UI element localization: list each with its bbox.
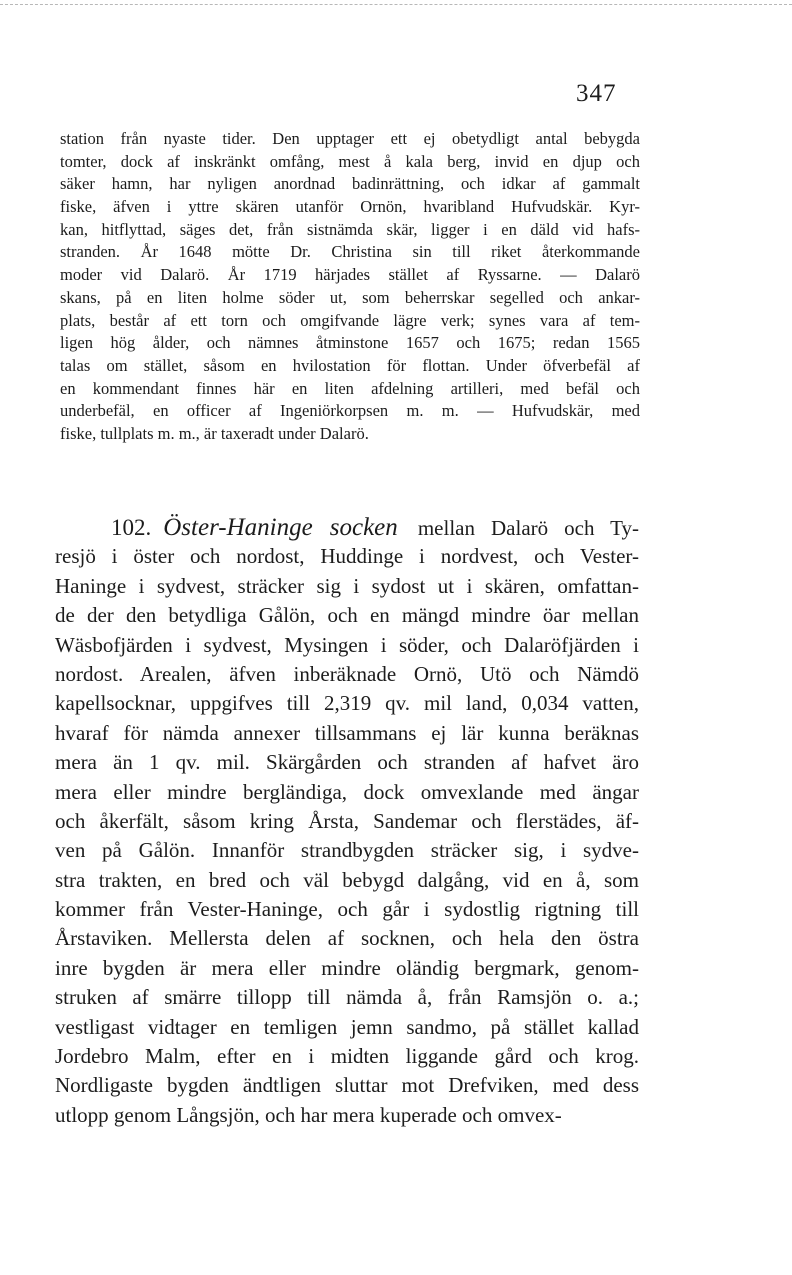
text-line: kan, hitflyttad, säges det, från sistnämda skär, ligger i en däld vid hafs- (60, 219, 640, 239)
text-line: ven på Gålön. Innanför strandbygden sträcker sig, i sydve- (55, 838, 639, 863)
text-line: Haninge i sydvest, sträcker sig i sydost ut i skären, omfattan- (55, 573, 639, 598)
heading-line-text: mellan Dalarö och Ty- (417, 516, 639, 540)
section-heading-line (55, 513, 639, 542)
page-number: 347 (576, 80, 617, 107)
text-line: plats, består af ett torn och omgifvande lägre verk; synes vara af tem- (60, 310, 640, 330)
text-line: Jordebro Malm, efter en i midten liggande gård och krog. (55, 1044, 639, 1069)
text-line: Nordligaste bygden ändtligen sluttar mot Drefviken, med dess (55, 1073, 639, 1098)
text-line: stranden. År 1648 mötte Dr. Christina sin till riket återkommande (60, 242, 640, 262)
text-line: underbefäl, en officer af Ingeniörkorpsen m. m. — Hufvudskär, med (60, 401, 640, 421)
text-line: mera än 1 qv. mil. Skärgården och stranden af hafvet äro (55, 750, 639, 775)
text-line: nordost. Arealen, äfven inberäknade Ornö, Utö och Nämdö (55, 661, 639, 686)
text-line: kapellsocknar, uppgifves till 2,319 qv. mil land, 0,034 vatten, (55, 691, 639, 716)
text-line: Årstaviken. Mellersta delen af socknen, och hela den östra (55, 926, 639, 951)
text-line: fiske, tullplats m. m., är taxeradt under Dalarö. (60, 423, 369, 443)
text-line: fiske, äfven i yttre skären utanför Ornön, hvaribland Hufvudskär. Kyr- (60, 197, 640, 217)
text-line: en kommendant finnes här en liten afdelning artilleri, med befäl och (60, 378, 640, 398)
text-line: ligen hög ålder, och nämnes åtminstone 1657 och 1675; redan 1565 (60, 333, 640, 353)
text-line: vestligast vidtager en temligen jemn sandmo, på stället kallad (55, 1014, 639, 1039)
text-line: station från nyaste tider. Den upptager ett ej obetydligt antal bebygda (60, 129, 640, 148)
text-line: struken af smärre tillopp till nämda å, från Ramsjön o. a.; (55, 985, 639, 1010)
text-line: talas om stället, såsom en hvilostation för flottan. Under öfverbefäl af (60, 355, 640, 375)
text-line: och åkerfält, såsom kring Årsta, Sandemar och flerstädes, äf- (55, 808, 639, 833)
page-top-edge (0, 4, 792, 7)
text-line: kommer från Vester-Haninge, och går i sydostlig rigtning till (55, 897, 639, 922)
text-line: de der den betydliga Gålön, och en mängd mindre öar mellan (55, 603, 639, 628)
section-number: 102. (111, 515, 152, 540)
text-line: inre bygden är mera eller mindre oländig bergmark, genom- (55, 955, 639, 980)
text-line: resjö i öster och nordost, Huddinge i nordvest, och Vester- (55, 544, 639, 569)
text-line: utlopp genom Långsjön, och har mera kuperade och omvex- (55, 1102, 562, 1127)
text-line: skans, på en liten holme söder ut, som beherrskar segelled och ankar- (60, 287, 640, 307)
parish-title: Öster-Haninge socken (163, 514, 398, 541)
text-line: hvaraf för nämda annexer tillsammans ej lär kunna beräknas (55, 720, 639, 745)
text-line: mera eller mindre bergländiga, dock omvexlande med ängar (55, 779, 639, 804)
text-line: stra trakten, en bred och väl bebygd dalgång, vid en å, som (55, 867, 639, 892)
text-line: Wäsbofjärden i sydvest, Mysingen i söder, och Dalaröfjärden i (55, 632, 639, 657)
parish-section (55, 513, 639, 1130)
text-line: tomter, dock af inskränkt omfång, mest å kala berg, invid en djup och (60, 151, 640, 171)
small-print-paragraph (60, 128, 640, 446)
text-line: säker hamn, har nyligen anordnad badinrättning, och idkar af gammalt (60, 174, 640, 194)
text-line: moder vid Dalarö. År 1719 härjades stället af Ryssarne. — Dalarö (60, 265, 640, 285)
